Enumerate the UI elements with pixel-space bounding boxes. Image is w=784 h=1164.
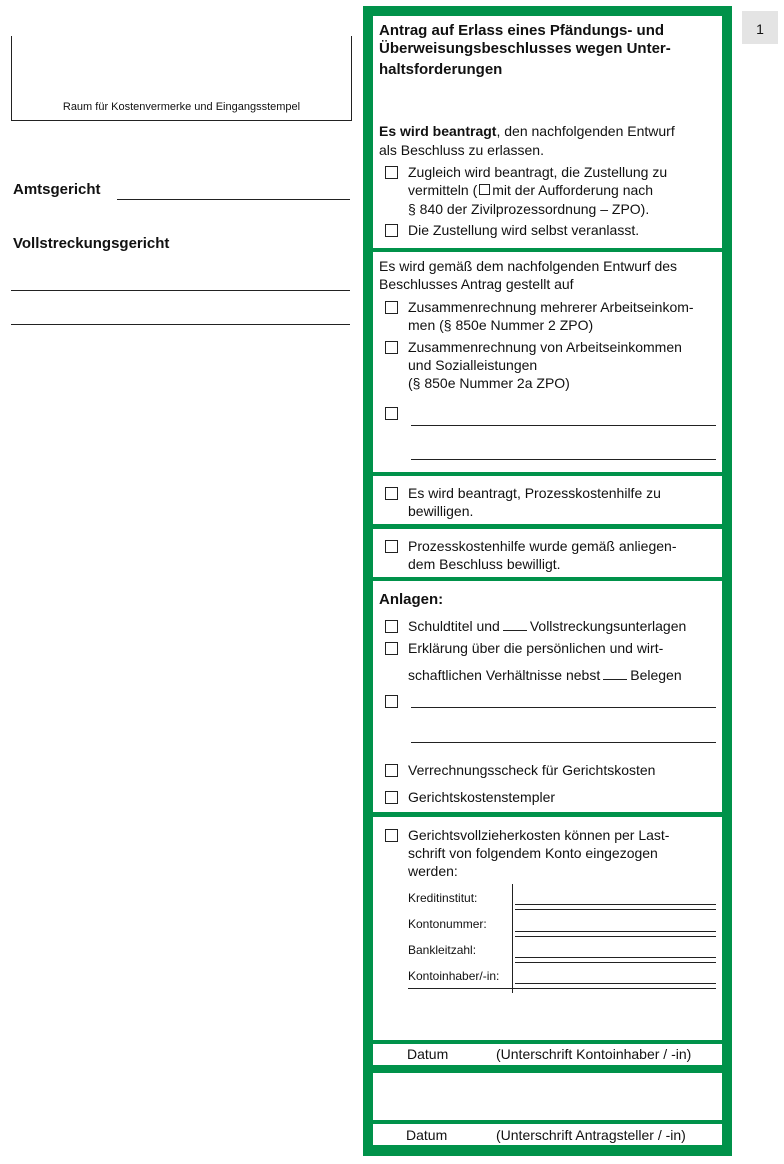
delivery-mediation-pre: vermitteln ( bbox=[408, 182, 478, 198]
direct-debit-line-3: werden: bbox=[408, 863, 458, 879]
calculation-intro-line-1: Es wird gemäß dem nachfolgenden Entwurf des bbox=[379, 258, 678, 274]
request-lead-line-2: als Beschluss zu erlassen. bbox=[379, 142, 544, 158]
request-section bbox=[373, 16, 722, 248]
title-documents-pre: Schuldtitel und bbox=[408, 618, 500, 634]
combine-social-benefits-line-3: (§ 850e Nummer 2a ZPO) bbox=[408, 375, 570, 391]
bank-table-divider bbox=[512, 884, 513, 993]
stamp-area bbox=[11, 36, 352, 121]
applicant-signature-row bbox=[373, 1124, 722, 1145]
enforcement-court-label: Vollstreckungsgericht bbox=[13, 235, 170, 252]
application-form bbox=[363, 6, 732, 1156]
direct-debit-line-1: Gerichtsvollzieherkosten können per Last- bbox=[408, 827, 670, 843]
court-fee-stamp-label: Gerichtskostenstempler bbox=[408, 789, 556, 805]
calculation-section bbox=[373, 252, 722, 472]
bank-name-field-underline bbox=[515, 909, 716, 910]
combine-incomes-line-1: Zusammenrechnung mehrerer Arbeitseinkom- bbox=[408, 299, 694, 315]
court-label: Amtsgericht bbox=[13, 181, 101, 198]
page-number: 1 bbox=[742, 11, 778, 44]
combine-social-benefits-line-1: Zusammenrechnung von Arbeitseinkommen bbox=[408, 339, 682, 355]
applicant-signature-area[interactable] bbox=[373, 1073, 722, 1120]
combine-incomes-checkbox[interactable] bbox=[385, 301, 398, 314]
other-attachment-checkbox[interactable] bbox=[385, 695, 398, 708]
calculation-intro-line-2: Beschlusses Antrag gestellt auf bbox=[379, 276, 574, 292]
applicant-date-label: Datum bbox=[406, 1127, 448, 1143]
account-holder-field-underline bbox=[408, 988, 716, 989]
other-attachment-line-2[interactable] bbox=[411, 742, 716, 743]
other-calculation-line-1[interactable] bbox=[411, 425, 716, 426]
other-calculation-line-2[interactable] bbox=[411, 459, 716, 460]
form-title-line-2: Überweisungsbeschlusses wegen Unter- bbox=[379, 40, 671, 57]
delivery-mediation-line-3: § 840 der Zivilprozessordnung – ZPO). bbox=[408, 201, 650, 217]
bank-code-field[interactable] bbox=[515, 957, 716, 958]
account-holder-label: Kontoinhaber/-in: bbox=[408, 969, 500, 983]
bank-name-field[interactable] bbox=[515, 904, 716, 905]
request-lead bbox=[379, 122, 675, 140]
title-documents-label bbox=[408, 617, 686, 635]
financial-declaration-pre: schaftlichen Verhältnisse nebst bbox=[408, 667, 601, 683]
legal-aid-granted-line-2: dem Beschluss bewilligt. bbox=[408, 556, 561, 572]
delivery-mediation-line-1: Zugleich wird beantragt, die Zustellung zu bbox=[408, 164, 668, 180]
title-documents-checkbox[interactable] bbox=[385, 620, 398, 633]
combine-incomes-line-2: men (§ 850e Nummer 2 ZPO) bbox=[408, 317, 594, 333]
account-holder-field[interactable] bbox=[515, 983, 716, 984]
title-documents-post: Vollstreckungsunterlagen bbox=[529, 618, 687, 634]
receipts-count-field[interactable] bbox=[603, 679, 627, 680]
enforcement-court-line-2[interactable] bbox=[11, 324, 350, 325]
form-title-line-1: Antrag auf Erlass eines Pfändungs- und bbox=[379, 22, 665, 39]
self-delivery-label: Die Zustellung wird selbst veranlasst. bbox=[408, 222, 640, 238]
form-title-line-3: haltsforderungen bbox=[379, 61, 503, 78]
self-delivery-checkbox[interactable] bbox=[385, 224, 398, 237]
combine-social-benefits-checkbox[interactable] bbox=[385, 341, 398, 354]
applicant-signature-label: (Unterschrift Antragsteller / -in) bbox=[496, 1127, 686, 1143]
account-number-field[interactable] bbox=[515, 931, 716, 932]
stamp-area-label: Raum für Kostenvermerke und Eingangsstempel bbox=[62, 101, 301, 113]
legal-aid-granted-line-1: Prozesskostenhilfe wurde gemäß anliegen- bbox=[408, 538, 677, 554]
account-number-label: Kontonummer: bbox=[408, 917, 487, 931]
direct-debit-checkbox[interactable] bbox=[385, 829, 398, 842]
title-documents-count-field[interactable] bbox=[503, 630, 527, 631]
other-attachment-line-1[interactable] bbox=[411, 707, 716, 708]
direct-debit-line-2: schrift von folgendem Konto eingezogen bbox=[408, 845, 658, 861]
delivery-mediation-checkbox[interactable] bbox=[385, 166, 398, 179]
delivery-mediation-post: mit der Aufforderung nach bbox=[492, 182, 654, 198]
attachments-section bbox=[373, 581, 722, 812]
enforcement-court-line-1[interactable] bbox=[11, 290, 350, 291]
financial-declaration-line-1: Erklärung über die persönlichen und wirt- bbox=[408, 640, 664, 656]
other-calculation-checkbox[interactable] bbox=[385, 407, 398, 420]
delivery-mediation-line-2 bbox=[408, 181, 653, 199]
account-number-field-underline bbox=[515, 936, 716, 937]
request-lead-rest: , den nachfolgenden Entwurf bbox=[496, 123, 675, 139]
court-name-field[interactable] bbox=[117, 199, 350, 200]
debit-signature-row[interactable] bbox=[373, 1044, 722, 1065]
attachments-heading: Anlagen: bbox=[379, 591, 444, 608]
court-fee-cheque-label: Verrechnungsscheck für Gerichtskosten bbox=[408, 762, 656, 778]
legal-aid-request-line-2: bewilligen. bbox=[408, 503, 474, 519]
financial-declaration-line-2 bbox=[408, 666, 682, 684]
legal-aid-granted-section bbox=[373, 529, 722, 577]
legal-aid-granted-checkbox[interactable] bbox=[385, 540, 398, 553]
bank-code-label: Bankleitzahl: bbox=[408, 943, 477, 957]
legal-aid-request-checkbox[interactable] bbox=[385, 487, 398, 500]
court-fee-stamp-checkbox[interactable] bbox=[385, 791, 398, 804]
third-party-request-checkbox[interactable] bbox=[479, 184, 490, 195]
financial-declaration-post: Belegen bbox=[630, 667, 682, 683]
direct-debit-section bbox=[373, 817, 722, 1040]
debit-date-label: Datum bbox=[407, 1046, 449, 1062]
debit-signature-label: (Unterschrift Kontoinhaber / -in) bbox=[496, 1046, 692, 1062]
financial-declaration-checkbox[interactable] bbox=[385, 642, 398, 655]
request-lead-bold: Es wird beantragt bbox=[379, 123, 497, 139]
bank-code-field-underline bbox=[515, 962, 716, 963]
legal-aid-request-section bbox=[373, 476, 722, 524]
combine-social-benefits-line-2: und Sozialleistungen bbox=[408, 357, 538, 373]
bank-name-label: Kreditinstitut: bbox=[408, 891, 478, 905]
legal-aid-request-line-1: Es wird beantragt, Prozesskostenhilfe zu bbox=[408, 485, 661, 501]
court-fee-cheque-checkbox[interactable] bbox=[385, 764, 398, 777]
